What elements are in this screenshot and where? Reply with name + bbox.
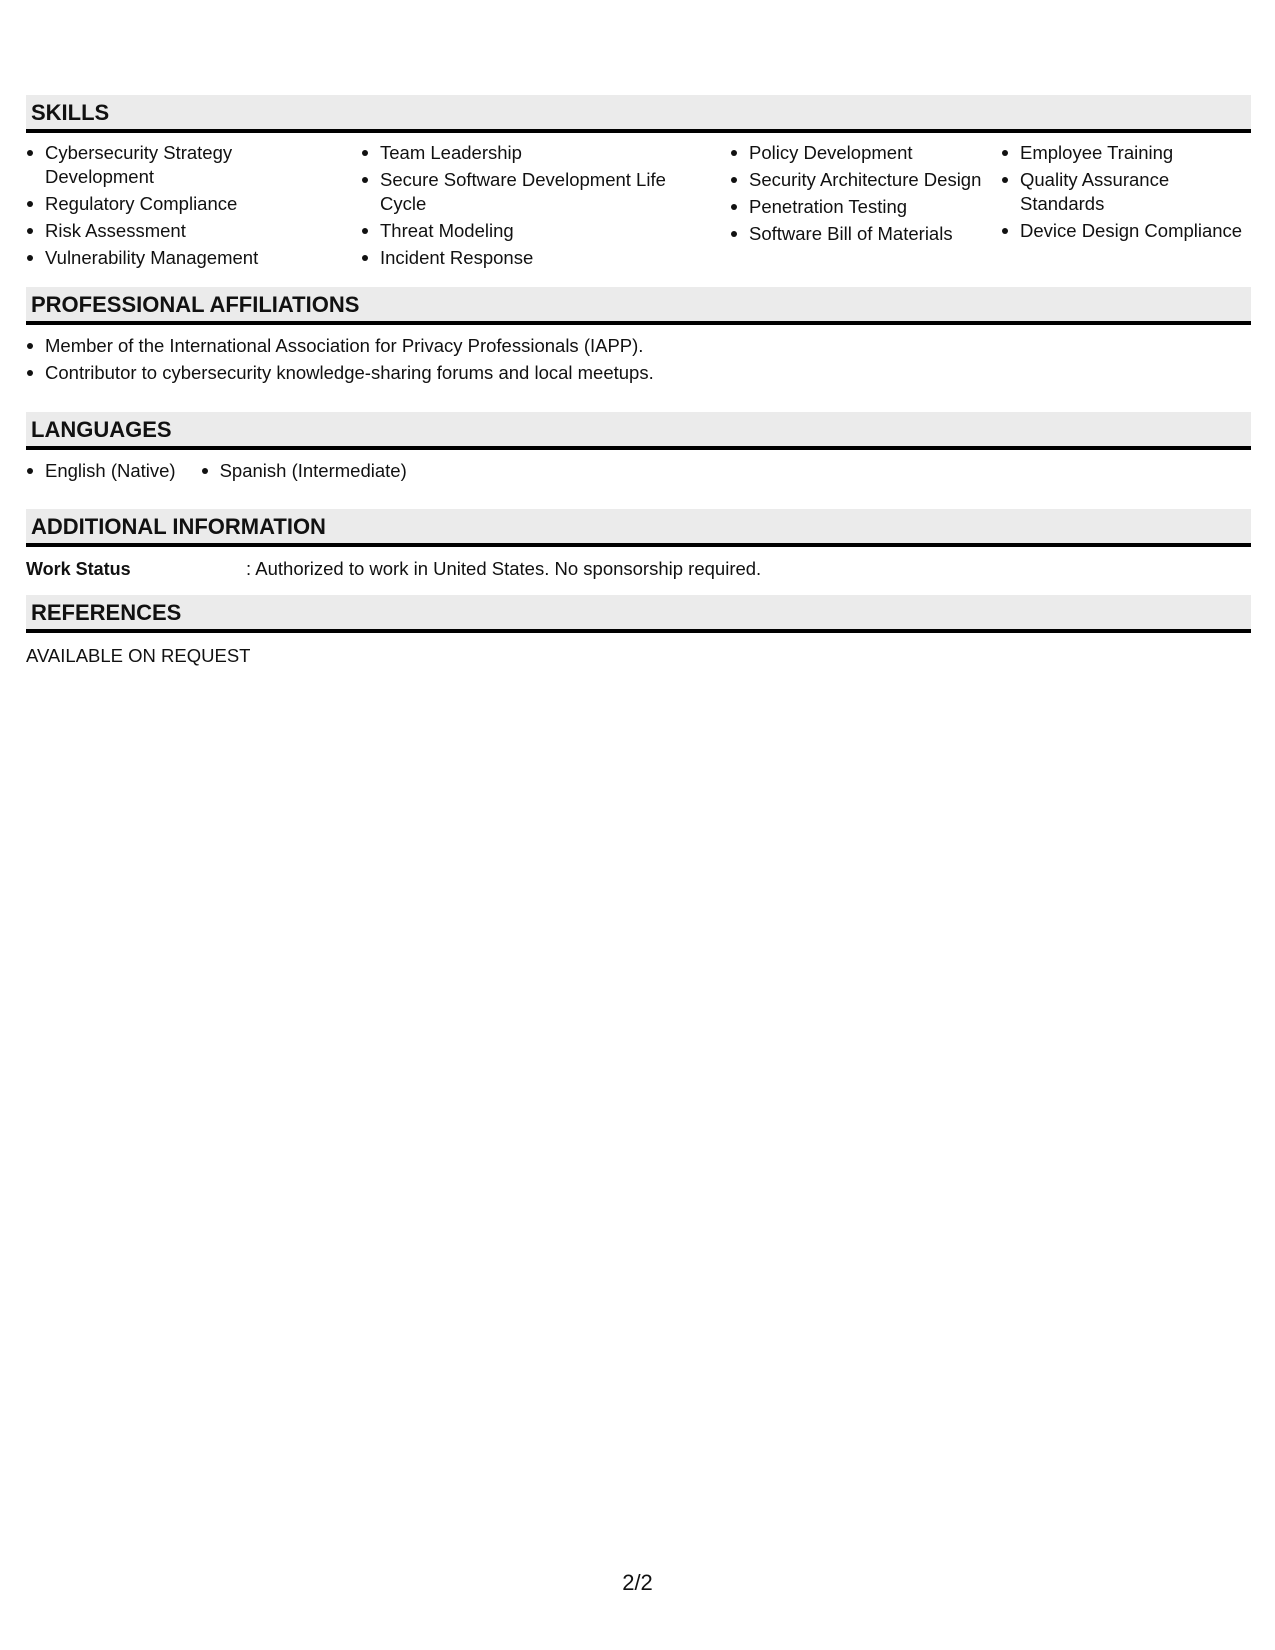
affiliation-item: Contributor to cybersecurity knowledge-sharing forums and local meetups. xyxy=(26,361,1251,385)
references-heading: REFERENCES xyxy=(26,595,1251,633)
skill-item: Risk Assessment xyxy=(26,219,326,243)
languages-section xyxy=(26,450,1251,509)
work-status-value: : Authorized to work in United States. No sponsorship required. xyxy=(246,558,762,579)
skills-list xyxy=(26,133,1251,287)
skill-item: Penetration Testing xyxy=(730,195,990,219)
language-item: English (Native) xyxy=(26,459,176,483)
resume-page xyxy=(26,95,1251,668)
languages-heading: LANGUAGES xyxy=(26,412,1251,450)
additional-info-heading: ADDITIONAL INFORMATION xyxy=(26,509,1251,547)
skill-item: Device Design Compliance xyxy=(1001,219,1251,243)
skill-item: Vulnerability Management xyxy=(26,246,326,270)
skill-item: Threat Modeling xyxy=(361,219,701,243)
skills-column-3 xyxy=(730,141,990,249)
affiliations-heading: PROFESSIONAL AFFILIATIONS xyxy=(26,287,1251,325)
skill-item: Security Architecture Design xyxy=(730,168,990,192)
skill-item: Team Leadership xyxy=(361,141,701,165)
skills-column-4 xyxy=(1001,141,1251,246)
affiliations-list xyxy=(26,334,1251,385)
skill-item: Regulatory Compliance xyxy=(26,192,326,216)
languages-list xyxy=(26,459,1251,486)
skill-item: Policy Development xyxy=(730,141,990,165)
affiliation-item: Member of the International Association for Privacy Professionals (IAPP). xyxy=(26,334,1251,358)
skill-item: Cybersecurity Strategy Development xyxy=(26,141,326,189)
skills-column-2 xyxy=(361,141,701,273)
language-item: Spanish (Intermediate) xyxy=(201,459,407,483)
references-text: AVAILABLE ON REQUEST xyxy=(26,645,251,666)
page-number: 2/2 xyxy=(622,1570,653,1595)
affiliations-section xyxy=(26,325,1251,412)
skill-item: Quality Assurance Standards xyxy=(1001,168,1251,216)
skill-item: Software Bill of Materials xyxy=(730,222,990,246)
skill-item: Incident Response xyxy=(361,246,701,270)
skill-item: Secure Software Development Life Cycle xyxy=(361,168,701,216)
skill-item: Employee Training xyxy=(1001,141,1251,165)
skills-heading: SKILLS xyxy=(26,95,1251,133)
additional-info-section xyxy=(26,547,1251,595)
work-status-label: Work Status xyxy=(26,559,131,579)
skills-column-1 xyxy=(26,141,326,273)
